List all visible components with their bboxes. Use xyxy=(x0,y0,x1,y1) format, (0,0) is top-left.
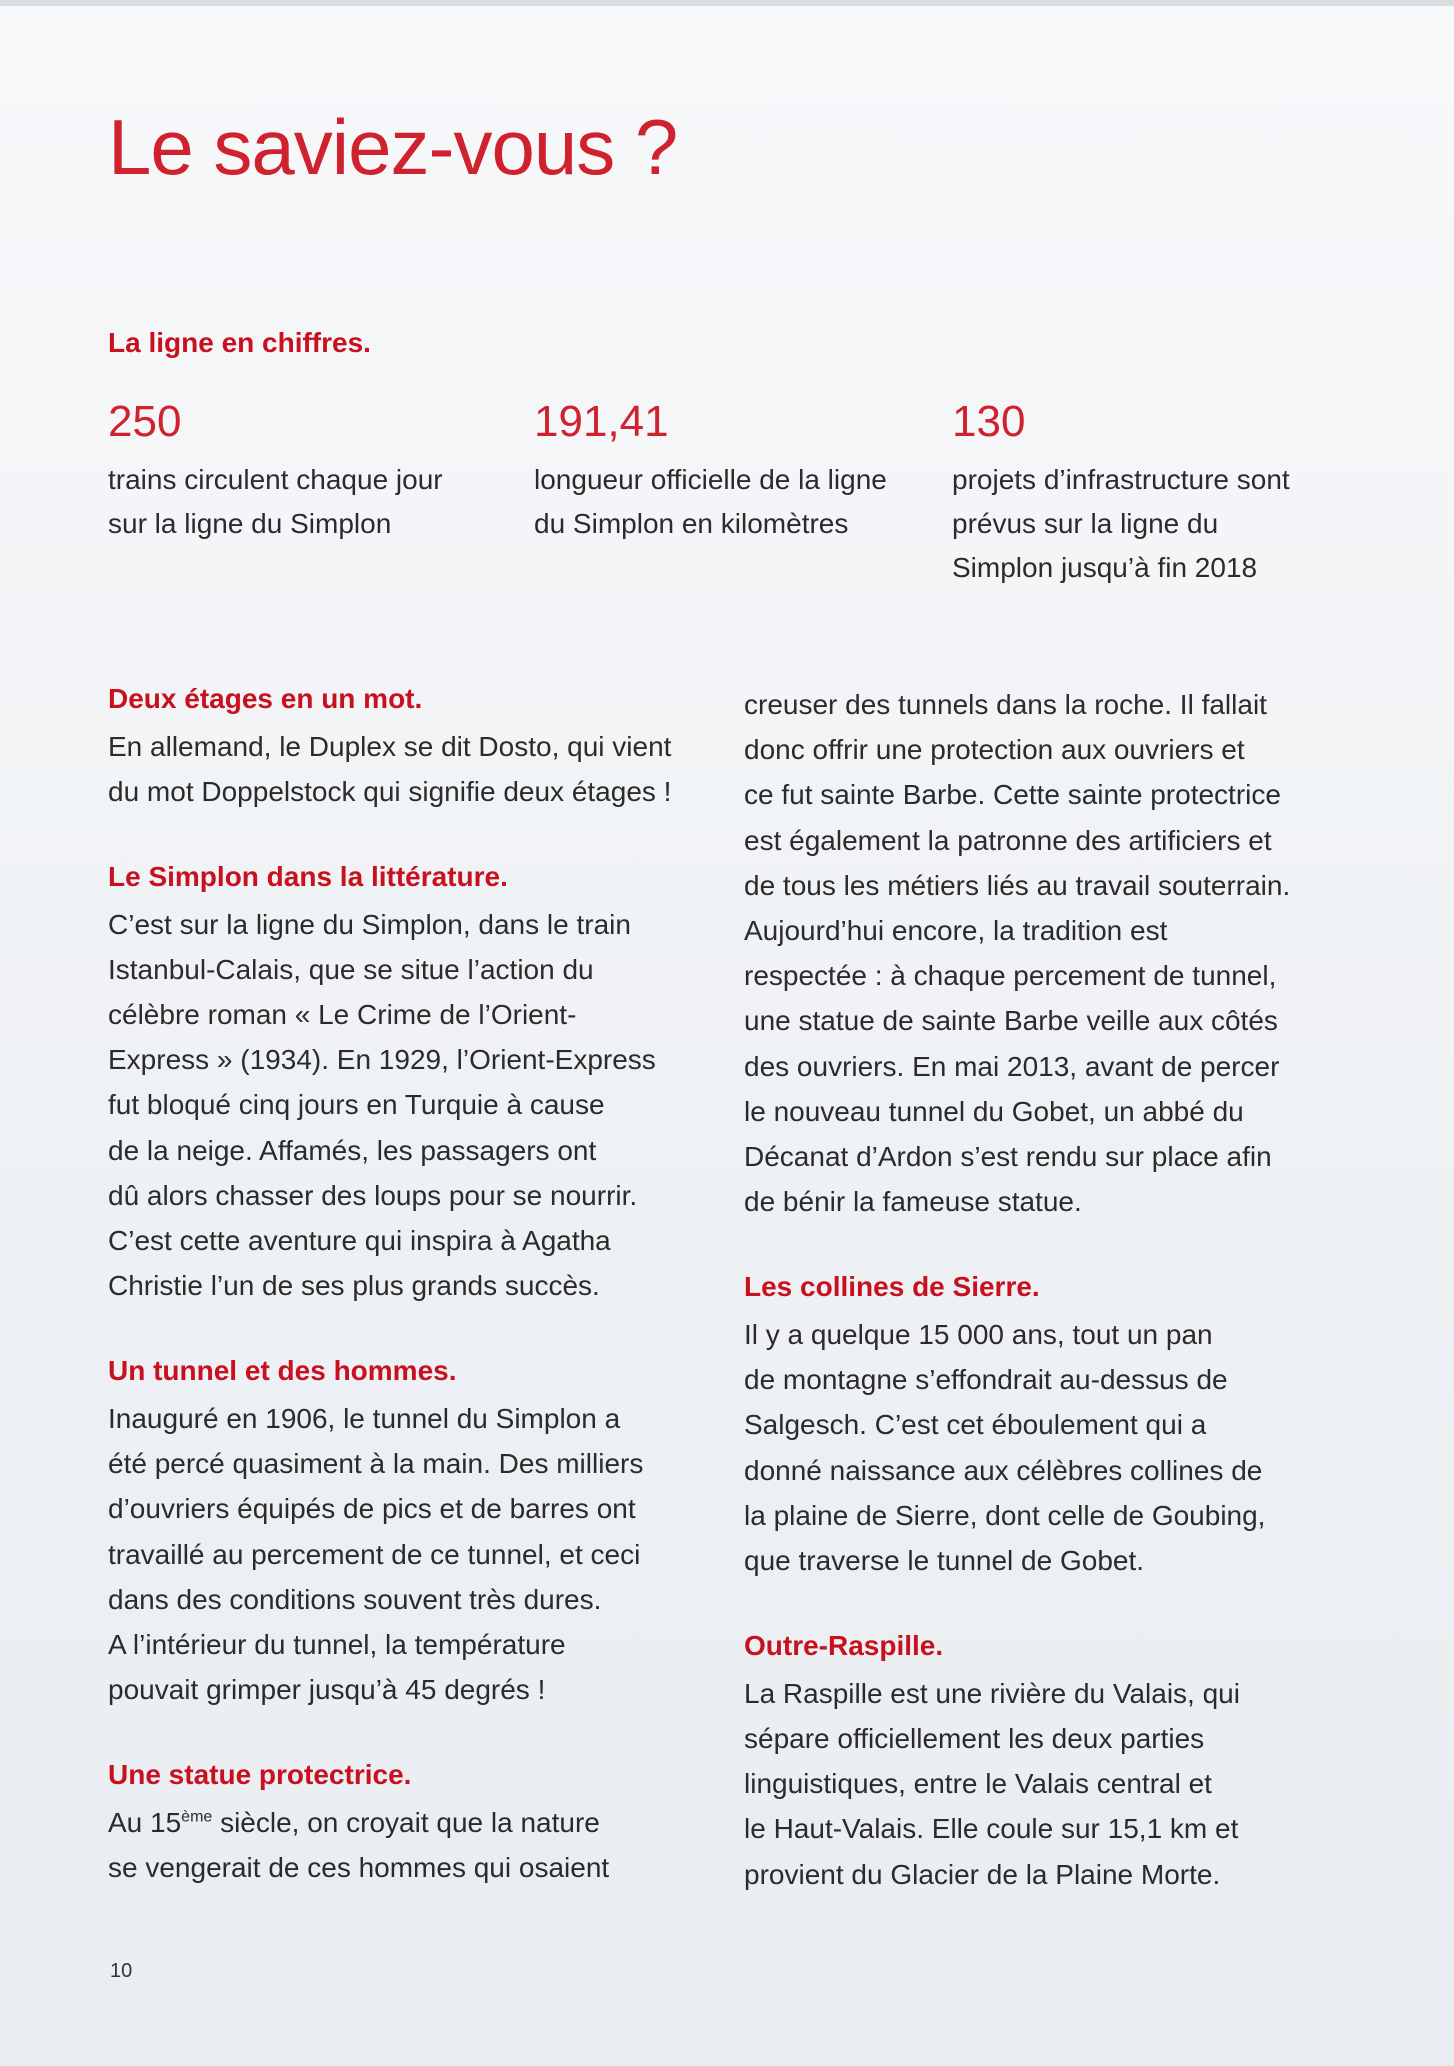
section-sierre xyxy=(744,1270,1344,1583)
text-line: ce fut sainte Barbe. Cette sainte protectrice xyxy=(744,779,1281,811)
paragraph xyxy=(108,724,708,814)
paragraph xyxy=(744,1671,1344,1897)
section-heading: Deux étages en un mot. xyxy=(108,683,423,714)
text-line: donc offrir une protection aux ouvriers et xyxy=(744,734,1245,766)
stat-number: 250 xyxy=(108,397,182,446)
stat-desc-line: sur la ligne du Simplon xyxy=(108,508,392,539)
text-line: été percé quasiment à la main. Des milliers xyxy=(108,1448,644,1480)
text-line: Express » (1934). En 1929, l’Orient-Express xyxy=(108,1044,656,1076)
section-tunnel xyxy=(108,1354,708,1712)
text-line: sépare officiellement les deux parties xyxy=(744,1723,1205,1755)
text-line: creuser des tunnels dans la roche. Il fallait xyxy=(744,689,1267,720)
stat-number: 130 xyxy=(952,397,1026,446)
text-line: que traverse le tunnel de Gobet. xyxy=(744,1545,1145,1577)
text-line: fut bloqué cinq jours en Turquie à cause xyxy=(108,1089,605,1121)
text-line: La Raspille est une rivière du Valais, qui xyxy=(744,1677,1240,1709)
text-line: du mot Doppelstock qui signifie deux étages ! xyxy=(108,775,672,807)
text-line: de la neige. Affamés, les passagers ont xyxy=(108,1134,597,1166)
page-number: 10 xyxy=(110,1960,133,1982)
stat-length xyxy=(534,397,887,546)
stat-desc-line: projets d’infrastructure sont xyxy=(952,464,1290,495)
paragraph xyxy=(744,1312,1344,1583)
text-line: de tous les métiers liés au travail souterrain. xyxy=(744,869,1291,901)
section-duplex xyxy=(108,682,708,814)
text-line: Il y a quelque 15 000 ans, tout un pan xyxy=(744,1319,1213,1351)
top-edge xyxy=(0,0,1454,6)
stat-desc-line: du Simplon en kilomètres xyxy=(534,508,849,539)
text-line: Décanat d’Ardon s’est rendu sur place afin xyxy=(744,1141,1272,1173)
paragraph xyxy=(108,902,708,1309)
section-statue xyxy=(108,1758,708,1890)
stats-row xyxy=(108,397,1358,600)
stat-desc-line: Simplon jusqu’à fin 2018 xyxy=(952,552,1258,583)
text-line: dans des conditions souvent très dures. xyxy=(108,1583,602,1615)
section-raspille xyxy=(744,1629,1344,1897)
text-line: C’est sur la ligne du Simplon, dans le train xyxy=(108,908,631,940)
text-line: se vengerait de ces hommes qui osaient xyxy=(108,1852,610,1884)
section-heading: Une statue protectrice. xyxy=(108,1759,412,1791)
text-line: pouvait grimper jusqu’à 45 degrés ! xyxy=(108,1674,546,1706)
text-line: dû alors chasser des loups pour se nourrir. xyxy=(108,1179,638,1211)
text-line: C’est cette aventure qui inspira à Agatha xyxy=(108,1225,611,1257)
text-line: la plaine de Sierre, dont celle de Goubing, xyxy=(744,1499,1266,1531)
paragraph xyxy=(108,1800,708,1890)
text-line: donné naissance aux célèbres collines de xyxy=(744,1454,1263,1486)
section-literature xyxy=(108,860,708,1308)
text-line: Christie l’un de ses plus grands succès. xyxy=(108,1270,600,1302)
right-column xyxy=(744,682,1344,1943)
stat-desc-line: prévus sur la ligne du xyxy=(952,508,1219,539)
text-line: célèbre roman « Le Crime de l’Orient- xyxy=(108,999,577,1030)
stats-heading: La ligne en chiffres. xyxy=(108,327,371,358)
section-heading: Le Simplon dans la littérature. xyxy=(108,861,508,892)
stat-trains xyxy=(108,397,443,546)
section-heading: Outre-Raspille. xyxy=(744,1630,944,1662)
text-line: respectée : à chaque percement de tunnel, xyxy=(744,960,1277,992)
text-line: siècle, on croyait que la nature xyxy=(212,1807,600,1839)
text-line: A l’intérieur du tunnel, la température xyxy=(108,1629,566,1661)
text-line: des ouvriers. En mai 2013, avant de percer xyxy=(744,1050,1280,1082)
stat-desc-line: trains circulent chaque jour xyxy=(108,464,443,495)
text-line: Inauguré en 1906, le tunnel du Simplon a xyxy=(108,1403,621,1435)
text-line: travaillé au percement de ce tunnel, et ceci xyxy=(108,1538,641,1570)
stat-number: 191,41 xyxy=(534,397,669,446)
text-line: En allemand, le Duplex se dit Dosto, qui vient xyxy=(108,730,672,762)
left-column xyxy=(108,682,708,1936)
text-line: Istanbul-Calais, que se situe l’action du xyxy=(108,953,594,985)
text-line: Aujourd’hui encore, la tradition est xyxy=(744,915,1168,947)
section-heading: Un tunnel et des hommes. xyxy=(108,1355,457,1387)
text-line: Au 15 xyxy=(108,1807,182,1839)
section-statue-continued xyxy=(744,682,1344,1224)
text-line: de montagne s’effondrait au-dessus de xyxy=(744,1364,1228,1396)
text-line: linguistiques, entre le Valais central et xyxy=(744,1768,1212,1800)
stat-desc-line: longueur officielle de la ligne xyxy=(534,464,887,495)
text-line: provient du Glacier de la Plaine Morte. xyxy=(744,1858,1221,1890)
superscript: ème xyxy=(181,1808,213,1826)
text-line: Salgesch. C’est cet éboulement qui a xyxy=(744,1409,1207,1441)
stat-projects xyxy=(952,397,1290,590)
paragraph xyxy=(108,1396,708,1712)
text-line: d’ouvriers équipés de pics et de barres ont xyxy=(108,1493,636,1525)
text-line: le nouveau tunnel du Gobet, un abbé du xyxy=(744,1095,1244,1127)
paragraph xyxy=(744,682,1344,1224)
text-line: une statue de sainte Barbe veille aux côtés xyxy=(744,1005,1278,1037)
page-title: Le saviez-vous ? xyxy=(108,103,678,191)
text-line: de bénir la fameuse statue. xyxy=(744,1186,1082,1218)
section-heading: Les collines de Sierre. xyxy=(744,1271,1040,1303)
text-line: est également la patronne des artificiers et xyxy=(744,824,1272,856)
text-line: le Haut-Valais. Elle coule sur 15,1 km et xyxy=(744,1813,1239,1845)
